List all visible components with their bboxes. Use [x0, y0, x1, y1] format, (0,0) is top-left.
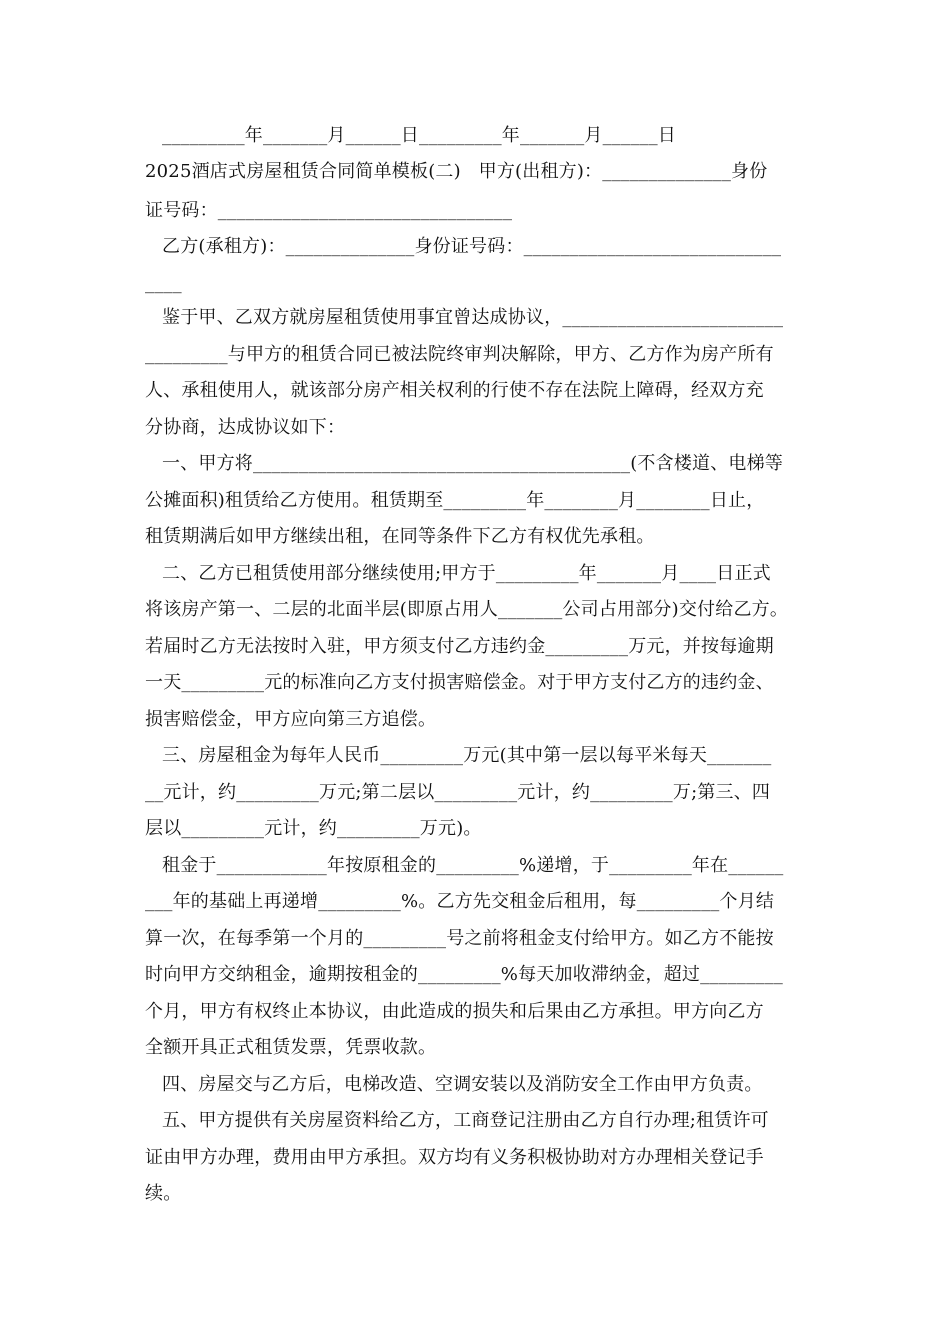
clause-5-line-1: 五、甲方提供有关房屋资料给乙方，工商登记注册由乙方自行办理;租赁许可 — [162, 1110, 769, 1131]
title-party-a-line: 2025酒店式房屋租赁合同简单模板(二) 甲方(出租方)：______________身份 — [145, 161, 768, 182]
rent-paragraph-line-6: 全额开具正式租赁发票，凭票收款。 — [145, 1037, 437, 1058]
clause-2-line-3: 若届时乙方无法按时入驻，甲方须支付乙方违约金_________万元，并按每逾期 — [145, 636, 774, 657]
clause-2-line-1: 二、乙方已租赁使用部分继续使用;甲方于_________年_______月____日正式 — [162, 563, 771, 584]
preamble-line-3: 人、承租使用人，就该部分房产相关权利的行使不存在法院上障碍，经双方充 — [145, 380, 764, 401]
clause-1-line-1: 一、甲方将_________________________________________(不含楼道、电梯等 — [162, 453, 784, 474]
rent-paragraph-line-3: 算一次，在每季第一个月的_________号之前将租金支付给甲方。如乙方不能按 — [145, 928, 774, 949]
clause-4-line-1: 四、房屋交与乙方后，电梯改造、空调安装以及消防安全工作由甲方负责。 — [162, 1074, 763, 1095]
preamble-line-2: _________与甲方的租赁合同已被法院终审判决解除，甲方、乙方作为房产所有 — [145, 344, 774, 365]
rent-paragraph-line-1: 租金于____________年按原租金的_________%递增，于_________年在______ — [162, 855, 784, 876]
preamble-line-4: 分协商，达成协议如下： — [145, 417, 346, 438]
clause-3-line-2: __元计，约_________万元;第二层以_________元计，约_________万;第三、四 — [145, 782, 771, 803]
clause-1-line-3: 租赁期满后如甲方继续出租，在同等条件下乙方有权优先承租。 — [145, 526, 655, 547]
clause-1-line-2: 公摊面积)租赁给乙方使用。租赁期至_________年________月________日止， — [145, 490, 765, 511]
clause-2-line-2: 将该房产第一、二层的北面半层(即原占用人_______公司占用部分)交付给乙方。 — [145, 599, 789, 620]
rent-paragraph-line-4: 时向甲方交纳租金，逾期按租金的_________%每天加收滞纳金，超过_________ — [145, 964, 783, 985]
rent-paragraph-line-5: 个月，甲方有权终止本协议，由此造成的损失和后果由乙方承担。甲方向乙方 — [145, 1001, 764, 1022]
party-a-id-line: 证号码：________________________________ — [145, 200, 513, 221]
party-b-id-continuation: ____ — [145, 273, 182, 294]
clause-5-line-2: 证由甲方办理，费用由甲方承担。双方均有义务积极协助对方办理相关登记手 — [145, 1147, 764, 1168]
rent-paragraph-line-2: ___年的基础上再递增_________%。乙方先交租金后租用，每_________个月结 — [145, 891, 775, 912]
clause-2-line-5: 损害赔偿金，甲方应向第三方追偿。 — [145, 709, 437, 730]
party-b-line: 乙方(承租方)：______________身份证号码：____________________________ — [162, 236, 782, 257]
clause-5-line-3: 续。 — [145, 1183, 182, 1204]
clause-3-line-3: 层以_________元计，约_________万元)。 — [145, 818, 482, 839]
date-line: _________年_______月______日_________年_______月______日 — [162, 125, 676, 146]
clause-2-line-4: 一天_________元的标准向乙方支付损害赔偿金。对于甲方支付乙方的违约金、 — [145, 672, 774, 693]
preamble-line-1: 鉴于甲、乙双方就房屋租赁使用事宜曾达成协议，________________________ — [162, 307, 784, 328]
clause-3-line-1: 三、房屋租金为每年人民币_________万元(其中第一层以每平米每天_______ — [162, 745, 772, 766]
